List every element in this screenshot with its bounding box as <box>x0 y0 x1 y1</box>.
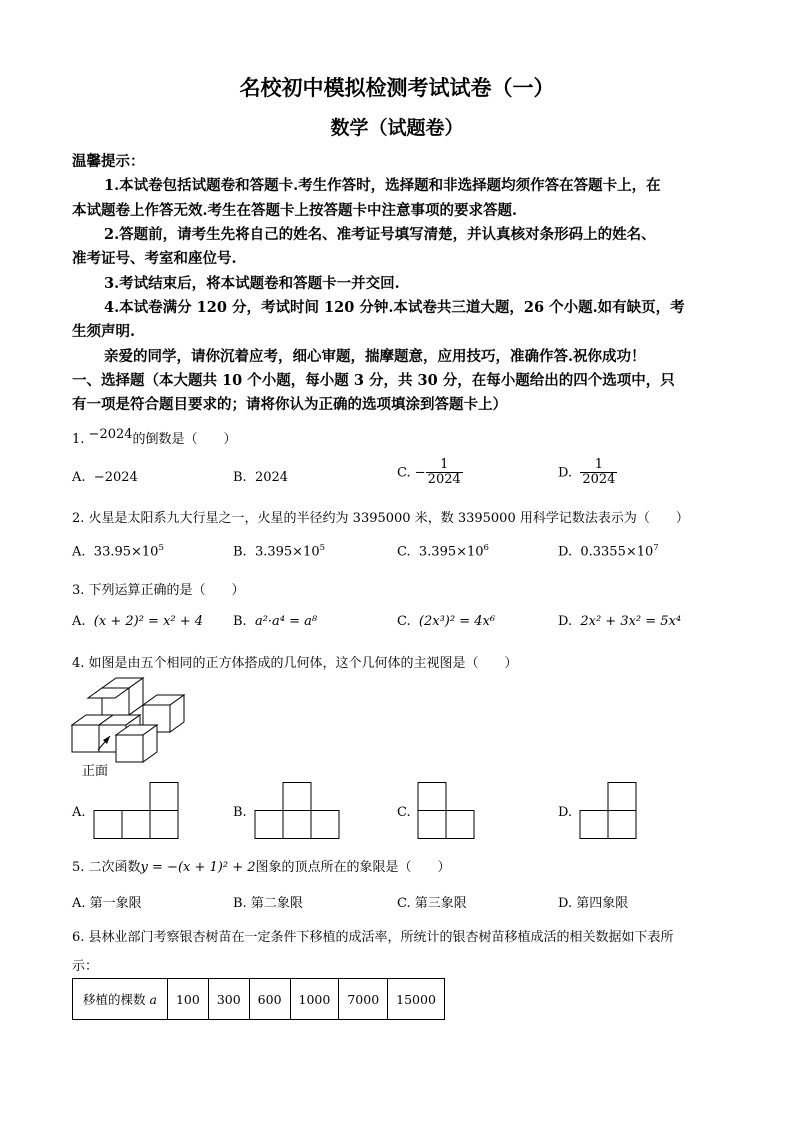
fraction-numerator: 1 <box>580 458 617 473</box>
option-label: A. <box>72 544 86 560</box>
option-label: B. <box>233 470 247 485</box>
q2-option-b[interactable] <box>233 543 325 559</box>
q5-pre-text: 5. 二次函数 <box>72 860 141 875</box>
q5-option-d[interactable]: D. 第四象限 <box>558 896 629 911</box>
q5-expression: y = −(x + 1)² + 2 <box>140 860 256 875</box>
section1-line1: 一、选择题（本大题共 10 个小题，每小题 3 分，共 30 分，在每小题给出的四个选项中，只 <box>72 372 675 389</box>
q6-data-table <box>72 978 445 1020</box>
table-cell: 15000 <box>388 979 445 1020</box>
option-value: a²·a⁴ = a⁸ <box>254 614 318 629</box>
table-cell: 300 <box>208 979 249 1020</box>
q1-option-b[interactable] <box>233 470 288 485</box>
option-value: (x + 2)² = x² + 4 <box>93 614 204 629</box>
q4-cube-figure <box>70 678 210 768</box>
q5-post-text: 图象的顶点所在的象限是（ ） <box>255 860 451 875</box>
option-label: C. <box>397 465 411 481</box>
table-cell: 1000 <box>290 979 339 1020</box>
option-label: D. <box>558 544 573 560</box>
q5-option-a[interactable]: A. 第一象限 <box>72 896 142 911</box>
q3-option-b[interactable] <box>233 614 317 629</box>
q4-front-label: 正面 <box>82 764 109 779</box>
page-title: 名校初中模拟检测考试试卷（一） <box>239 75 555 100</box>
option-label: C. <box>397 544 411 560</box>
table-header-cell <box>73 979 168 1020</box>
option-label: D. <box>558 614 573 629</box>
page-subtitle: 数学（试题卷） <box>330 117 464 139</box>
table-row <box>73 979 445 1020</box>
q3-stem: 3. 下列运算正确的是（ ） <box>72 583 245 598</box>
q4-option-c-label[interactable]: C. <box>397 805 411 820</box>
tip2-line2: 准考证号、考室和座位号. <box>72 250 237 267</box>
option-value: 0.3355×10 <box>580 544 654 560</box>
option-value: 3.395×10 <box>418 544 484 560</box>
minus-sign: − <box>414 465 426 481</box>
fraction-numerator: 1 <box>426 458 463 473</box>
q6-stem-line1: 6. 县林业部门考察银杏树苗在一定条件下移植的成活率，所统计的银杏树苗移植成活的相关数据如下表所 <box>72 930 674 945</box>
exponent: 5 <box>158 543 164 553</box>
fraction-denominator: 2024 <box>427 472 461 488</box>
option-value: 3.395×10 <box>254 544 320 560</box>
tip1-line1: 1.本试卷包括试题卷和答题卡.考生作答时，选择题和非选择题均须作答在答题卡上，在 <box>104 177 661 194</box>
option-value: (2x³)² = 4x⁶ <box>418 614 496 629</box>
tip3: 3.考试结束后，将本试题卷和答题卡一并交回. <box>104 275 400 292</box>
option-value: −2024 <box>93 470 138 485</box>
exponent: 5 <box>319 543 326 553</box>
option-label: A. <box>72 614 86 629</box>
table-cell: 600 <box>249 979 290 1020</box>
q4-option-a-figure[interactable] <box>93 782 181 840</box>
q2-option-c[interactable] <box>397 543 489 559</box>
q1-option-c[interactable] <box>397 458 463 488</box>
tip4-line1: 4.本试卷满分 120 分，考试时间 120 分钟.本试卷共三道大题，26 个小题.如有缺页，考 <box>104 299 685 316</box>
option-label: C. <box>397 614 411 629</box>
q5-option-b[interactable]: B. 第二象限 <box>233 896 303 911</box>
tip4-line2: 生须声明. <box>72 323 136 340</box>
table-cell: 7000 <box>339 979 388 1020</box>
option-label: A. <box>72 470 86 485</box>
q4-stem: 4. 如图是由五个相同的正方体搭成的几何体，这个几何体的主视图是（ ） <box>72 656 518 671</box>
q4-option-a-label[interactable]: A. <box>72 805 86 820</box>
q4-option-b-label[interactable]: B. <box>233 805 247 820</box>
section1-line2: 有一项是符合题目要求的；请将你认为正确的选项填涂到答题卡上） <box>72 396 507 413</box>
option-value: 2x² + 3x² = 5x⁴ <box>580 614 682 629</box>
q1-expression: −2024 <box>88 427 133 442</box>
tips-heading: 温馨提示： <box>72 153 145 170</box>
q3-option-c[interactable] <box>397 614 495 629</box>
fraction-denominator: 2024 <box>582 472 616 488</box>
tip2-line1: 2.答题前，请考生先将自己的姓名、准考证号填写清楚，并认真核对条形码上的姓名、 <box>104 226 656 243</box>
option-label: B. <box>233 544 247 560</box>
option-label: B. <box>233 614 247 629</box>
q1-option-d[interactable] <box>558 458 617 488</box>
q2-option-d[interactable] <box>558 543 659 559</box>
option-value: 2024 <box>254 470 289 485</box>
q4-option-b-figure[interactable] <box>254 782 342 840</box>
header-text: 移植的棵数 <box>83 992 146 1007</box>
q4-option-d-figure[interactable] <box>579 782 639 840</box>
option-label: D. <box>558 465 573 481</box>
exponent: 7 <box>653 543 659 553</box>
q4-option-d-label[interactable]: D. <box>558 805 573 820</box>
q1-stem <box>72 428 237 447</box>
tip1-line2: 本试题卷上作答无效.考生在答题卡上按答题卡中注意事项的要求答题. <box>72 202 518 219</box>
q3-option-a[interactable] <box>72 614 203 629</box>
exponent: 6 <box>483 543 489 553</box>
q3-option-d[interactable] <box>558 614 681 629</box>
q1-number: 1. <box>72 432 85 447</box>
encourage-text: 亲爱的同学，请你沉着应考，细心审题，揣摩题意，应用技巧，准确作答.祝你成功！ <box>104 348 646 365</box>
q2-option-a[interactable] <box>72 543 164 559</box>
q1-text: 的倒数是（ ） <box>132 432 237 447</box>
table-cell: 100 <box>167 979 208 1020</box>
q5-stem <box>72 856 451 875</box>
option-value: 33.95×10 <box>93 544 159 560</box>
q2-stem: 2. 火星是太阳系九大行星之一，火星的半径约为 3395000 米，数 3395000 用科学记数法表示为（ ） <box>72 511 689 526</box>
q5-option-c[interactable]: C. 第三象限 <box>397 896 467 911</box>
q4-option-c-figure[interactable] <box>417 782 477 840</box>
header-variable: a <box>149 992 157 1007</box>
q6-stem-line2: 示： <box>72 959 99 974</box>
q1-option-a[interactable] <box>72 470 138 485</box>
